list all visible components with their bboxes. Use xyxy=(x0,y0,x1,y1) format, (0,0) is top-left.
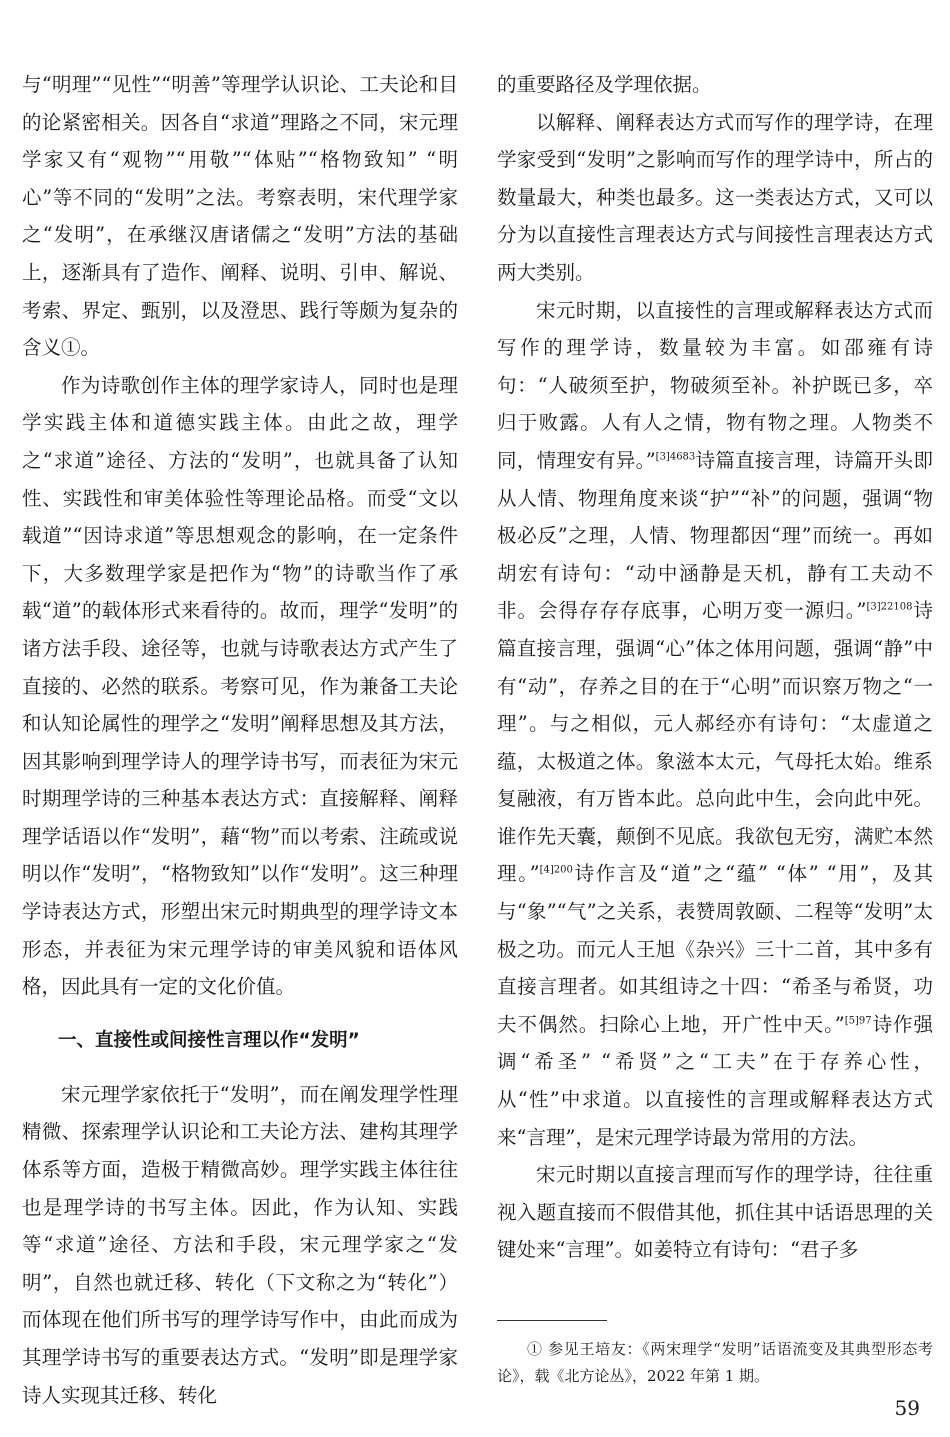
footnote: ① 参见王培友：《两宋理学“发明”话语流变及其典型形态考论》，载《北方论丛》，2022 年第 1 期。 xyxy=(497,1340,933,1385)
text-segment: 宋元时期，以直接性的言理或解释表达方式而写作的理学诗，数量较为丰富。如邵雍有诗句：“人破须至护，物破须至补。补护既已多，卒归于败露。人有人之情，物有物之理。人物类不同，情理安有异。” xyxy=(497,298,933,472)
left-paragraph-3: 宋元理学家依托于“发明”，而在阐发理学性理精微、探索理学认识论和工夫论方法、建构其理学体系等方面，造极于精微高妙。理学实践主体往往也是理学诗的书写主体。因此，作为认知、实践等“求道”途径、方法和手段，宋元理学家之“发明”，自然也就迁移、转化（下文称之为“转化”）而体现在他们所书写的理学诗写作中，由此而成为其理学诗书写的重要表达方式。“发明”即是理学家诗人实现其迁移、转化 xyxy=(22,1082,458,1407)
section-heading: 一、直接性或间接性言理以作“发明” xyxy=(58,1029,360,1051)
footnote-divider xyxy=(497,1320,607,1321)
right-paragraph-3 xyxy=(497,292,933,1157)
citation-ref: [3]4683 xyxy=(655,451,696,463)
text-segment: 诗篇直接言理，强调“心”体之体用问题，强调“静”中有“动”，存养之目的在于“心明”而识察万物之“一理”。与之相似，元人郝经亦有诗句：“太虚道之蕴，太极道之体。象滋本太元，气母托太始。维系复融液，有万皆本此。总向此中生，会向此中死。谁作先天囊，颠倒不见底。我欲包无穷，满贮本然理。” xyxy=(497,599,933,886)
citation-ref: [5]97 xyxy=(844,1015,872,1027)
text-segment: 诗作强调“希圣” “希贤”之“工夫”在于存养心性，从“性”中求道。以直接性的言理或解释表达方式来“言理”，是宋元理学诗最为常用的方法。 xyxy=(497,1012,933,1149)
left-column xyxy=(22,66,458,1414)
text-segment: 诗作言及“道”之“蕴” “体” “用”，及其与“象”“气”之关系，表赞周敦颐、二程等“发明”太极之功。而元人王旭《杂兴》三十二首，其中多有直接言理者。如其组诗之十四：“希圣与希贤，功夫不偶然。扫除心上地，开广性中天。” xyxy=(497,862,933,1036)
left-paragraph-1: 与“明理”“见性”“明善”等理学认识论、工夫论和目的论紧密相关。因各自“求道”理路之不同，宋元理学家又有“观物”“用敬”“体贴”“格物致知” “明心”等不同的“发明”之法。考察表明，宋代理学家之“发明”，在承继汉唐诸儒之“发明”方法的基础上，逐渐具有了造作、阐释、说明、引申、解说、考索、界定、甄别，以及澄思、践行等颇为复杂的含义①。 xyxy=(22,73,458,360)
right-paragraph-4: 宋元时期以直接言理而写作的理学诗，往往重视入题直接而不假借其他，抓住其中话语思理的关键处来“言理”。如姜特立有诗句：“君子多 xyxy=(497,1163,933,1262)
citation-ref: [3]22108 xyxy=(866,601,913,613)
text-segment: 诗篇直接言理，诗篇开头即从人情、物理角度来谈“护”“补”的问题，强调“物极必反”之理，人情、物理都因“理”而统一。再如胡宏有诗句：“动中涵静是天机，静有工夫动不非。会得存存存底事，心明万变一源归。” xyxy=(497,448,933,623)
right-paragraph-1: 的重要路径及学理依据。 xyxy=(497,73,712,96)
left-paragraph-2: 作为诗歌创作主体的理学家诗人，同时也是理学实践主体和道德实践主体。由此之故，理学之“求道”途径、方法的“发明”，也就具备了认知性、实践性和审美体验性等理论品格。而受“文以载道”“因诗求道”等思想观念的影响，在一定条件下，大多数理学家是把作为“物”的诗歌当作了承载“道”的载体形式来看待的。故而，理学“发明”的诸方法手段、途径等，也就与诗歌表达方式产生了直接的、必然的联系。考察可见，作为兼备工夫论和认知论属性的理学之“发明”阐释思想及其方法，因其影响到理学诗人的理学诗书写，而表征为宋元时期理学诗的三种基本表达方式：直接解释、阐释理学话语以作“发明”，藉“物”而以考索、注疏或说明以作“发明”，“格物致知”以作“发明”。这三种理学诗表达方式，形塑出宋元时期典型的理学诗文本形态，并表征为宋元理学诗的审美风貌和语体风格，因此具有一定的文化价值。 xyxy=(22,373,458,999)
citation-ref: [4]200 xyxy=(539,864,573,876)
right-paragraph-2: 以解释、阐释表达方式而写作的理学诗，在理学家受到“发明”之影响而写作的理学诗中，所占的数量最大，种类也最多。这一类表达方式，又可以分为以直接性言理表达方式与间接性言理表达方式两大类别。 xyxy=(497,110,933,284)
right-column xyxy=(497,66,933,1269)
page-number: 59 xyxy=(894,1396,920,1420)
